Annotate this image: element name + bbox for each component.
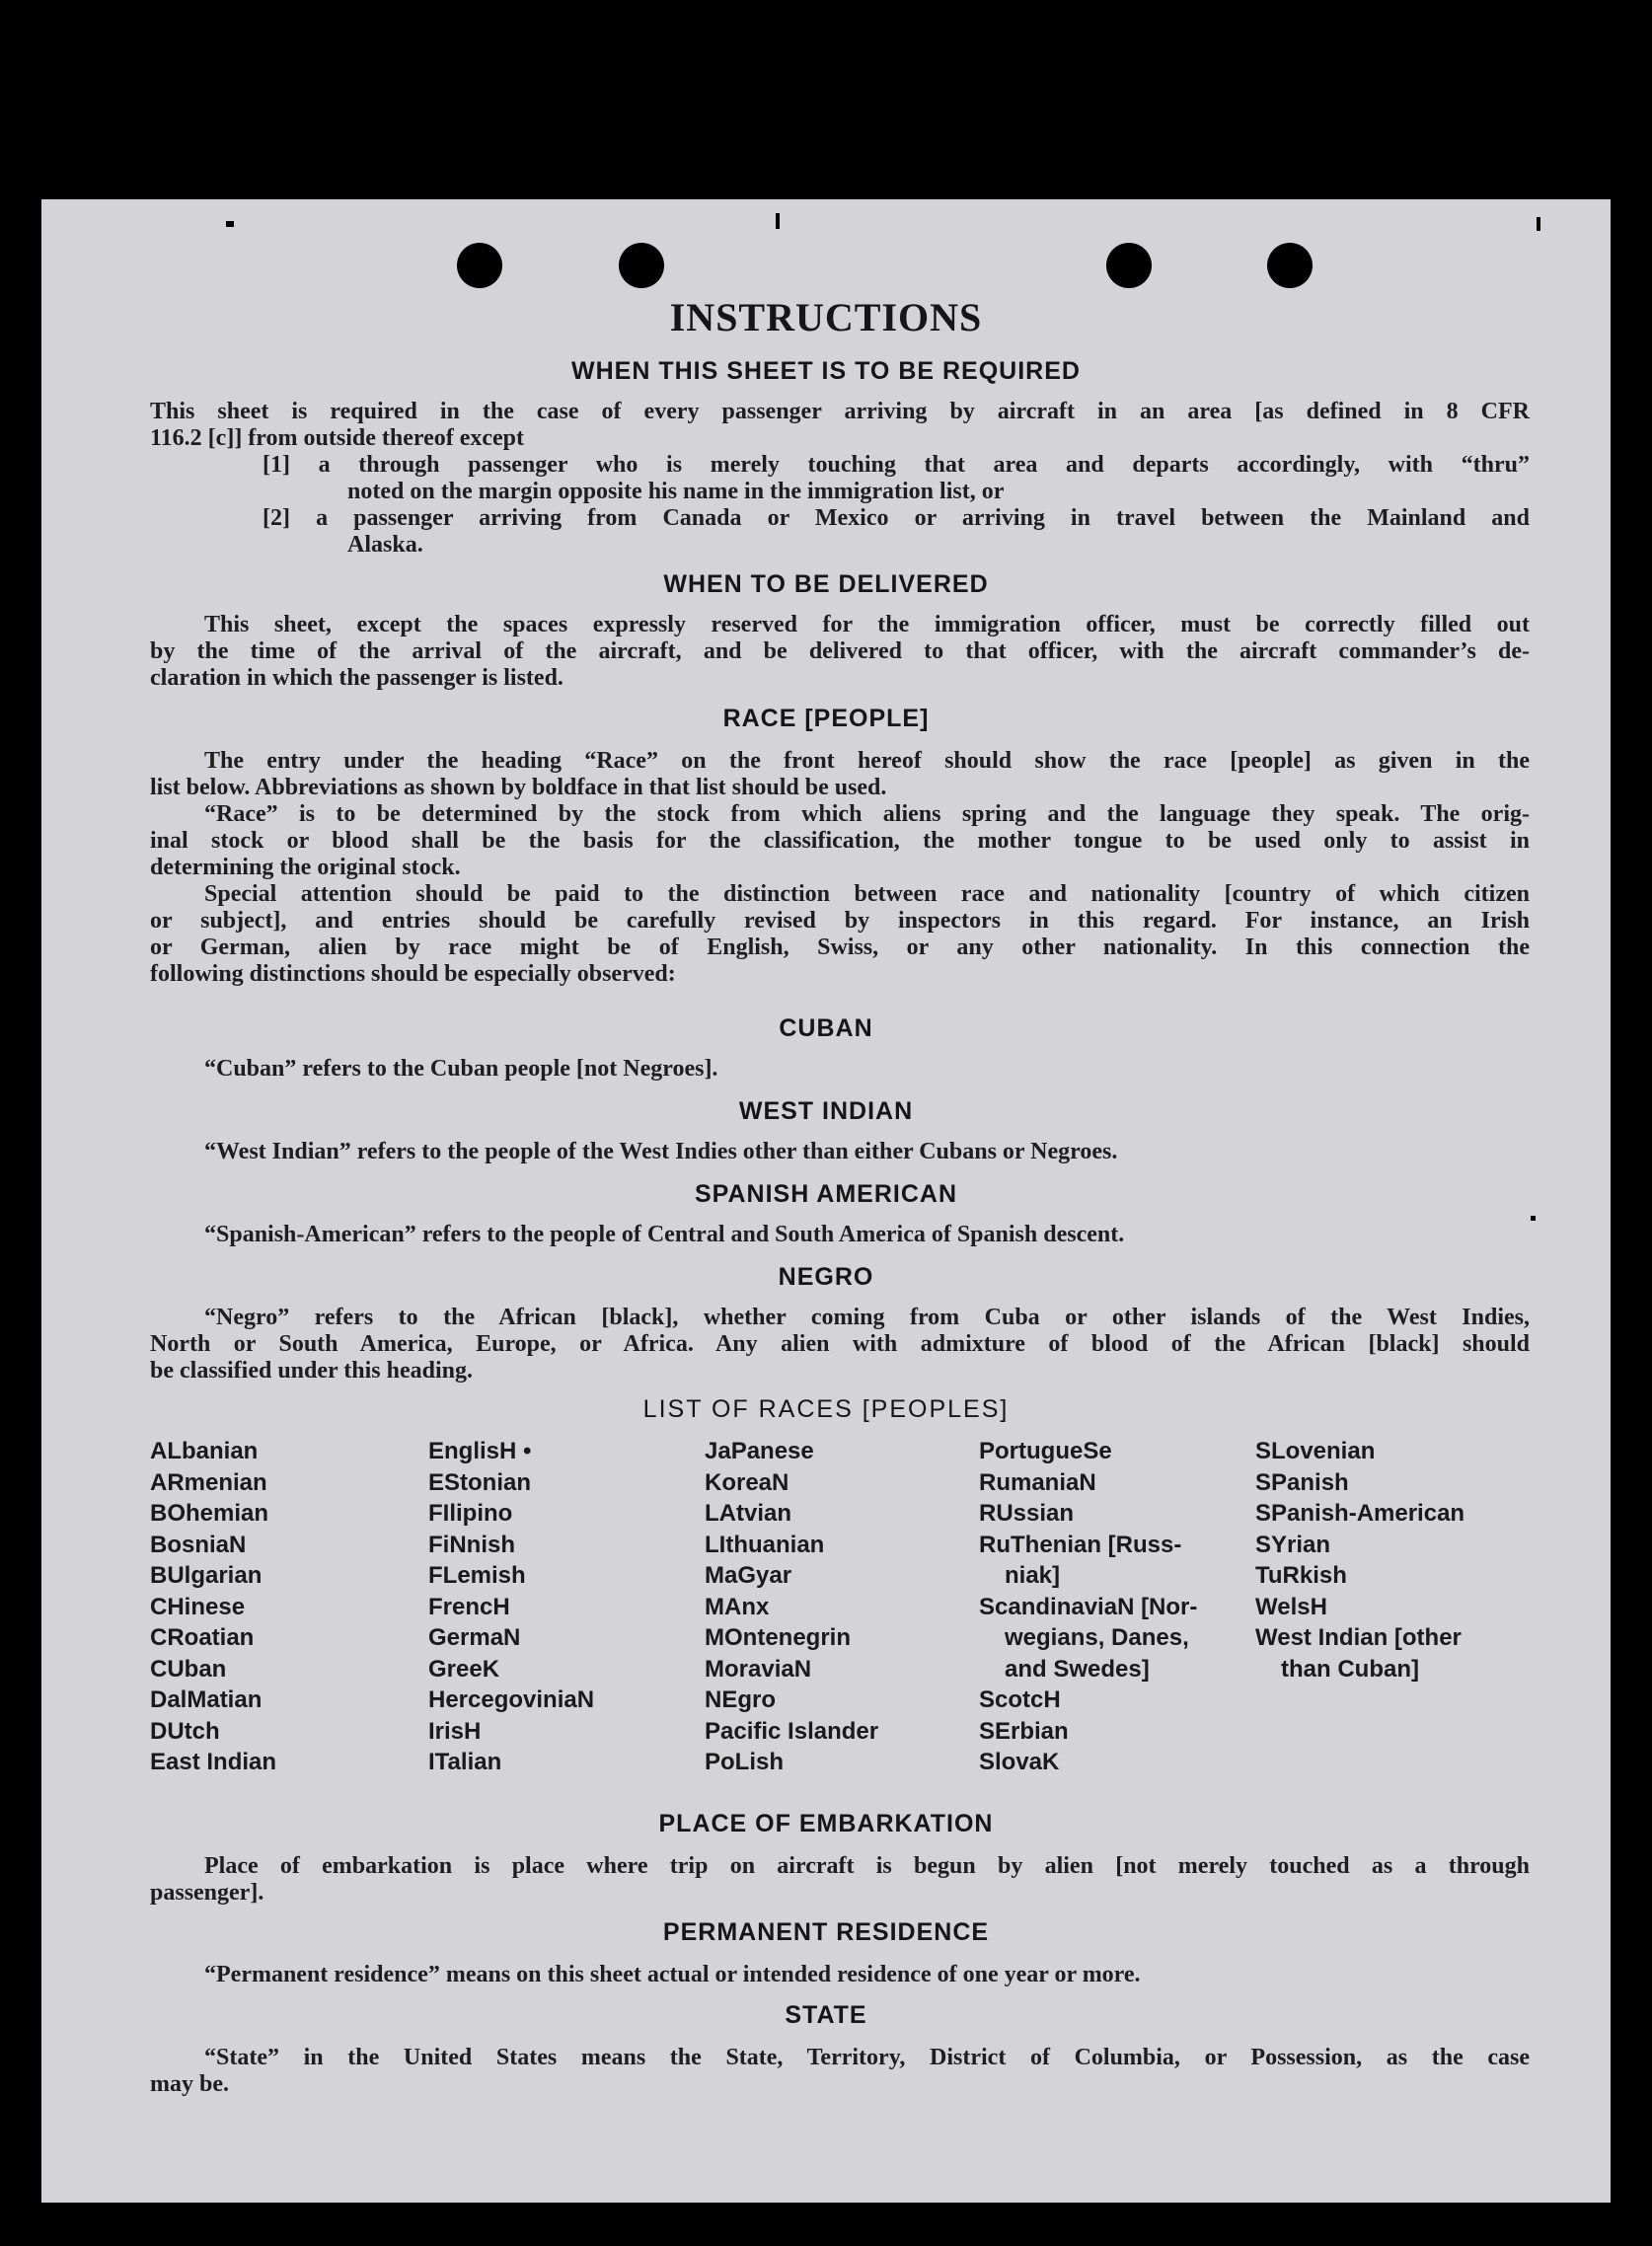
paragraph-line: following distinctions should be especially observed: — [150, 961, 676, 987]
race-entry: FIlipino — [428, 1500, 513, 1527]
paragraph-line: 116.2 [c]] from outside thereof except — [150, 425, 525, 451]
page-title: INSTRUCTIONS — [669, 295, 983, 339]
paragraph-line: may be. — [150, 2071, 229, 2097]
race-entry: JaPanese — [705, 1438, 814, 1464]
paragraph-line: “Race” is to be determined by the stock from which aliens spring and the language they speak. The orig- — [204, 801, 1530, 827]
race-entry: PortugueSe — [979, 1438, 1112, 1464]
section-heading-delivered: WHEN TO BE DELIVERED — [663, 570, 989, 598]
scan-speck — [226, 221, 234, 227]
race-entry-continued: niak] — [1005, 1562, 1061, 1589]
races-column-1 — [150, 1436, 276, 1778]
race-entry: CRoatian — [150, 1624, 255, 1651]
paragraph-line: “State” in the United States means the State, Territory, District of Columbia, or Possession, as the case — [204, 2045, 1530, 2070]
paragraph-line: North or South America, Europe, or Africa. Any alien with admixture of blood of the African [black] should — [150, 1331, 1530, 1357]
race-entry: ScandinaviaN [Nor- — [979, 1593, 1198, 1620]
race-entry: GreeK — [428, 1655, 500, 1683]
race-entry: ARmenian — [150, 1468, 267, 1496]
race-entry: KoreaN — [705, 1468, 789, 1496]
paragraph-line: The entry under the heading “Race” on the front hereof should show the race [people] as given in the — [204, 748, 1530, 774]
races-column-3 — [705, 1436, 878, 1778]
document-sheet — [41, 199, 1611, 2203]
race-entry-continued: wegians, Danes, — [1005, 1624, 1189, 1651]
race-entry: MaGyar — [705, 1562, 792, 1589]
section-heading-west-indian: WEST INDIAN — [738, 1097, 914, 1125]
paragraph-line: “West Indian” refers to the people of the West Indies other than either Cubans or Negroes. — [204, 1139, 1118, 1164]
paragraph-line: or German, alien by race might be of English, Swiss, or any other nationality. In this connection the — [150, 935, 1530, 960]
race-entry: CHinese — [150, 1593, 246, 1620]
race-entry: MoraviaN — [705, 1655, 812, 1683]
paragraph-line: Special attention should be paid to the distinction between race and nationality [country of which citizen — [204, 881, 1530, 907]
race-entry: WelsH — [1255, 1593, 1327, 1620]
race-entry: ITalian — [428, 1749, 502, 1775]
punch-hole — [1267, 243, 1313, 288]
paragraph-line: This sheet is required in the case of every passenger arriving by aircraft in an area [as defined in 8 CFR — [150, 399, 1530, 424]
race-entry: EnglisH • — [428, 1438, 532, 1464]
list-item-continued: Alaska. — [347, 532, 423, 558]
races-column-4 — [979, 1436, 1197, 1778]
race-entry: FiNnish — [428, 1531, 515, 1558]
race-entry: Pacific Islander — [705, 1717, 879, 1745]
race-entry: HercegoviniaN — [428, 1686, 595, 1713]
list-item-continued: noted on the margin opposite his name in the immigration list, or — [347, 479, 1005, 504]
punch-hole — [619, 243, 664, 288]
race-entry: RumaniaN — [979, 1468, 1096, 1496]
paragraph-line: Place of embarkation is place where trip on aircraft is begun by alien [not merely touched as a through — [204, 1853, 1530, 1879]
section-heading-embarkation: PLACE OF EMBARKATION — [658, 1810, 994, 1837]
race-entry: BUlgarian — [150, 1562, 263, 1589]
paragraph-line: passenger]. — [150, 1880, 264, 1906]
race-entry: LAtvian — [705, 1500, 792, 1527]
race-entry: DalMatian — [150, 1686, 263, 1713]
paragraph-line: “Spanish-American” refers to the people of Central and South America of Spanish descent. — [204, 1222, 1125, 1247]
paragraph-line: list below. Abbreviations as shown by boldface in that list should be used. — [150, 775, 887, 800]
race-entry: East Indian — [150, 1749, 277, 1775]
race-entry: CUban — [150, 1655, 227, 1683]
paragraph-line: by the time of the arrival of the aircraft, and be delivered to that officer, with the aircraft commander’s de- — [150, 638, 1530, 664]
paragraph-line: inal stock or blood shall be the basis for the classification, the mother tongue to be used only to assist in — [150, 828, 1530, 854]
paragraph-line: “Negro” refers to the African [black], whether coming from Cuba or other islands of the West Indies, — [204, 1305, 1530, 1330]
paragraph-line: This sheet, except the spaces expressly reserved for the immigration officer, must be correctly filled out — [204, 612, 1530, 637]
section-heading-state: STATE — [785, 2001, 867, 2029]
scan-speck — [1537, 217, 1540, 231]
race-entry: ALbanian — [150, 1438, 259, 1464]
race-entry: RuThenian [Russ- — [979, 1531, 1182, 1558]
punch-hole — [1106, 243, 1152, 288]
race-entry: SYrian — [1255, 1531, 1331, 1558]
race-entry: DUtch — [150, 1717, 220, 1745]
race-entry: EStonian — [428, 1468, 532, 1496]
race-entry: RUssian — [979, 1500, 1075, 1527]
paragraph-line: determining the original stock. — [150, 855, 461, 880]
race-entry-continued: and Swedes] — [1005, 1655, 1150, 1683]
paragraph-line: claration in which the passenger is listed. — [150, 665, 563, 691]
paragraph-line: be classified under this heading. — [150, 1358, 473, 1384]
race-entry: IrisH — [428, 1717, 482, 1745]
race-entry: BosniaN — [150, 1531, 247, 1558]
list-item: [2] a passenger arriving from Canada or Mexico or arriving in travel between the Mainland and — [263, 505, 1530, 531]
paragraph-line: or subject], and entries should be carefully revised by inspectors in this regard. For instance, an Irish — [150, 908, 1530, 934]
race-entry: SPanish-American — [1255, 1500, 1465, 1527]
race-entry: SlovaK — [979, 1749, 1060, 1775]
race-entry: MAnx — [705, 1593, 770, 1620]
race-entry: TuRkish — [1255, 1562, 1347, 1589]
section-heading-permanent-residence: PERMANENT RESIDENCE — [662, 1918, 990, 1946]
races-column-5 — [1255, 1436, 1464, 1684]
race-entry: BOhemian — [150, 1500, 269, 1527]
race-entry: NEgro — [705, 1686, 776, 1713]
race-entry: SErbian — [979, 1717, 1069, 1745]
race-entry: ScotcH — [979, 1686, 1061, 1713]
scan-speck — [1531, 1216, 1536, 1221]
race-entry-continued: than Cuban] — [1281, 1655, 1419, 1683]
section-heading-race: RACE [PEOPLE] — [722, 705, 930, 732]
race-entry: West Indian [other — [1255, 1624, 1462, 1651]
section-heading-required: WHEN THIS SHEET IS TO BE REQUIRED — [571, 357, 1081, 385]
race-entry: PoLish — [705, 1749, 785, 1775]
paragraph-line: “Permanent residence” means on this sheet actual or intended residence of one year or more. — [204, 1962, 1141, 1987]
races-column-2 — [428, 1436, 594, 1778]
race-entry: SPanish — [1255, 1468, 1349, 1496]
list-item: [1] a through passenger who is merely touching that area and departs accordingly, with “thru” — [263, 452, 1530, 478]
race-entry: SLovenian — [1255, 1438, 1376, 1464]
race-entry: MOntenegrin — [705, 1624, 851, 1651]
race-entry: GermaN — [428, 1624, 521, 1651]
section-heading-races-list: LIST OF RACES [PEOPLES] — [642, 1395, 1010, 1423]
race-entry: FrencH — [428, 1593, 510, 1620]
section-heading-negro: NEGRO — [778, 1263, 874, 1291]
section-heading-spanish-american: SPANISH AMERICAN — [694, 1180, 957, 1208]
race-entry: FLemish — [428, 1562, 526, 1589]
section-heading-cuban: CUBAN — [779, 1014, 873, 1042]
paragraph-line: “Cuban” refers to the Cuban people [not Negroes]. — [204, 1056, 718, 1082]
scan-speck — [776, 213, 780, 229]
punch-hole — [457, 243, 502, 288]
race-entry: LIthuanian — [705, 1531, 825, 1558]
